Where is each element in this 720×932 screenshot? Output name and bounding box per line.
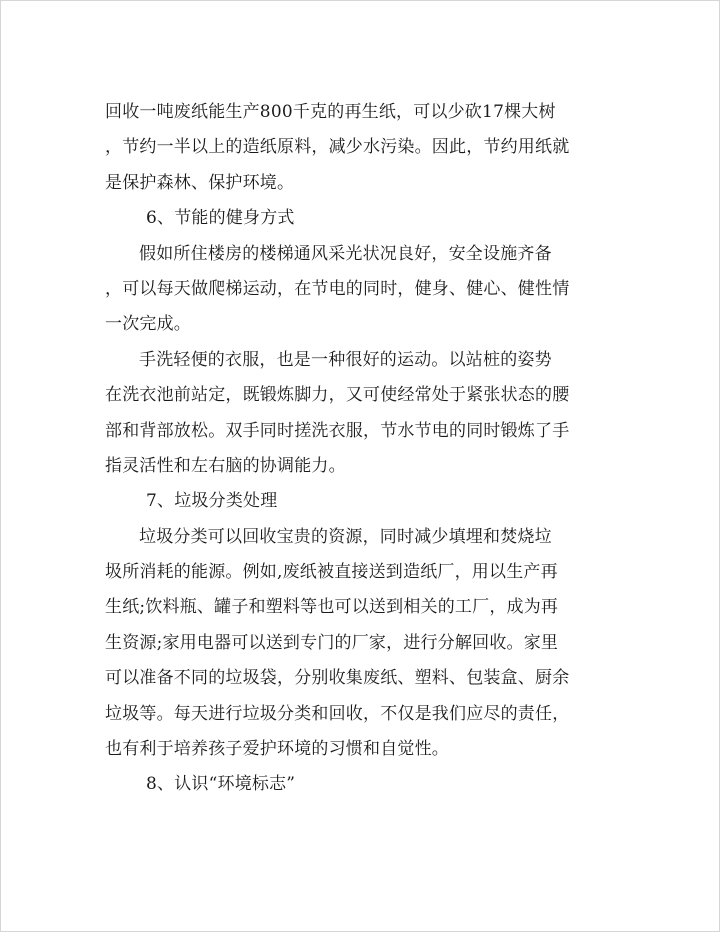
text-line: 是保护森林、保护环境。 bbox=[105, 172, 295, 193]
text-line: 一次完成。 bbox=[105, 314, 191, 335]
paragraph-first-line: 手洗轻便的衣服，也是一种很好的运动。以站桩的姿势 bbox=[139, 349, 552, 370]
text-line: ，节约一半以上的造纸原料，减少水污染。因此，节约用纸就 bbox=[105, 137, 570, 158]
text-line: 在洗衣池前站定，既锻炼脚力，又可使经常处于紧张状态的腰 bbox=[105, 385, 570, 406]
text-line: 圾所消耗的能源。例如,废纸被直接送到造纸厂，用以生产再 bbox=[105, 562, 558, 583]
text-line: 垃圾等。每天进行垃圾分类和回收，不仅是我们应尽的责任， bbox=[105, 703, 570, 724]
section-heading: 7、垃圾分类处理 bbox=[146, 491, 278, 512]
text-line: 可以准备不同的垃圾袋，分别收集废纸、塑料、包装盒、厨余 bbox=[105, 668, 570, 689]
paragraph-first-line: 垃圾分类可以回收宝贵的资源，同时减少填埋和焚烧垃 bbox=[139, 526, 552, 547]
document-body bbox=[105, 95, 625, 803]
section-heading: 8、认识“环境标志” bbox=[146, 774, 296, 795]
text-line: 部和背部放松。双手同时搓洗衣服，节水节电的同时锻炼了手 bbox=[105, 420, 570, 441]
section-heading: 6、节能的健身方式 bbox=[146, 208, 295, 229]
text-line: 也有利于培养孩子爱护环境的习惯和自觉性。 bbox=[105, 739, 449, 760]
text-line: 生资源;家用电器可以送到专门的厂家，进行分解回收。家里 bbox=[105, 632, 559, 653]
text-line: ，可以每天做爬梯运动，在节电的同时，健身、健心、健性情 bbox=[105, 278, 570, 299]
text-line: 回收一吨废纸能生产800千克的再生纸，可以少砍17棵大树 bbox=[105, 102, 556, 122]
paragraph-first-line: 假如所住楼房的楼梯通风采光状况良好，安全设施齐备 bbox=[139, 243, 552, 264]
text-line: 生纸;饮料瓶、罐子和塑料等也可以送到相关的工厂，成为再 bbox=[105, 597, 559, 618]
text-line: 指灵活性和左右脑的协调能力。 bbox=[105, 455, 346, 476]
